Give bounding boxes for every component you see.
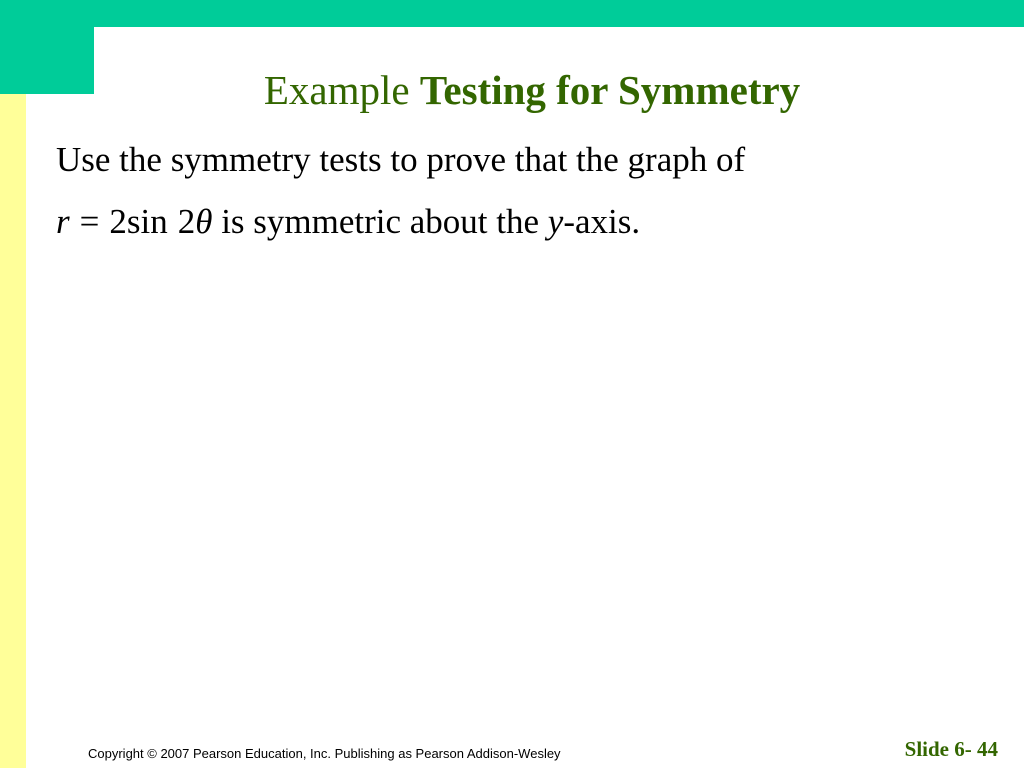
title-prefix: Example [263,67,410,113]
eq-arg-var: θ [195,202,213,241]
title-bold: Testing for Symmetry [419,67,801,113]
polar-equation [56,202,212,241]
eq-coef: 2 [109,202,127,241]
eq-equals: = [79,202,100,241]
top-accent-bar [0,0,1024,27]
eq-arg-coef: 2 [177,202,196,241]
line2-text-b: -axis. [563,202,641,241]
body-line-2 [56,202,640,242]
body-line-1: Use the symmetry tests to prove that the graph of [56,140,746,179]
eq-lhs: r [56,202,70,241]
slide-title [0,66,1024,114]
eq-func: sin [126,202,168,241]
slide-number: Slide 6- 44 [904,737,998,761]
left-accent-strip [0,0,26,768]
line2-var: y [547,202,564,241]
copyright-footer: Copyright © 2007 Pearson Education, Inc. Publishing as Pearson Addison-Wesley [88,746,561,761]
line2-text-a: is symmetric about the [221,202,540,241]
